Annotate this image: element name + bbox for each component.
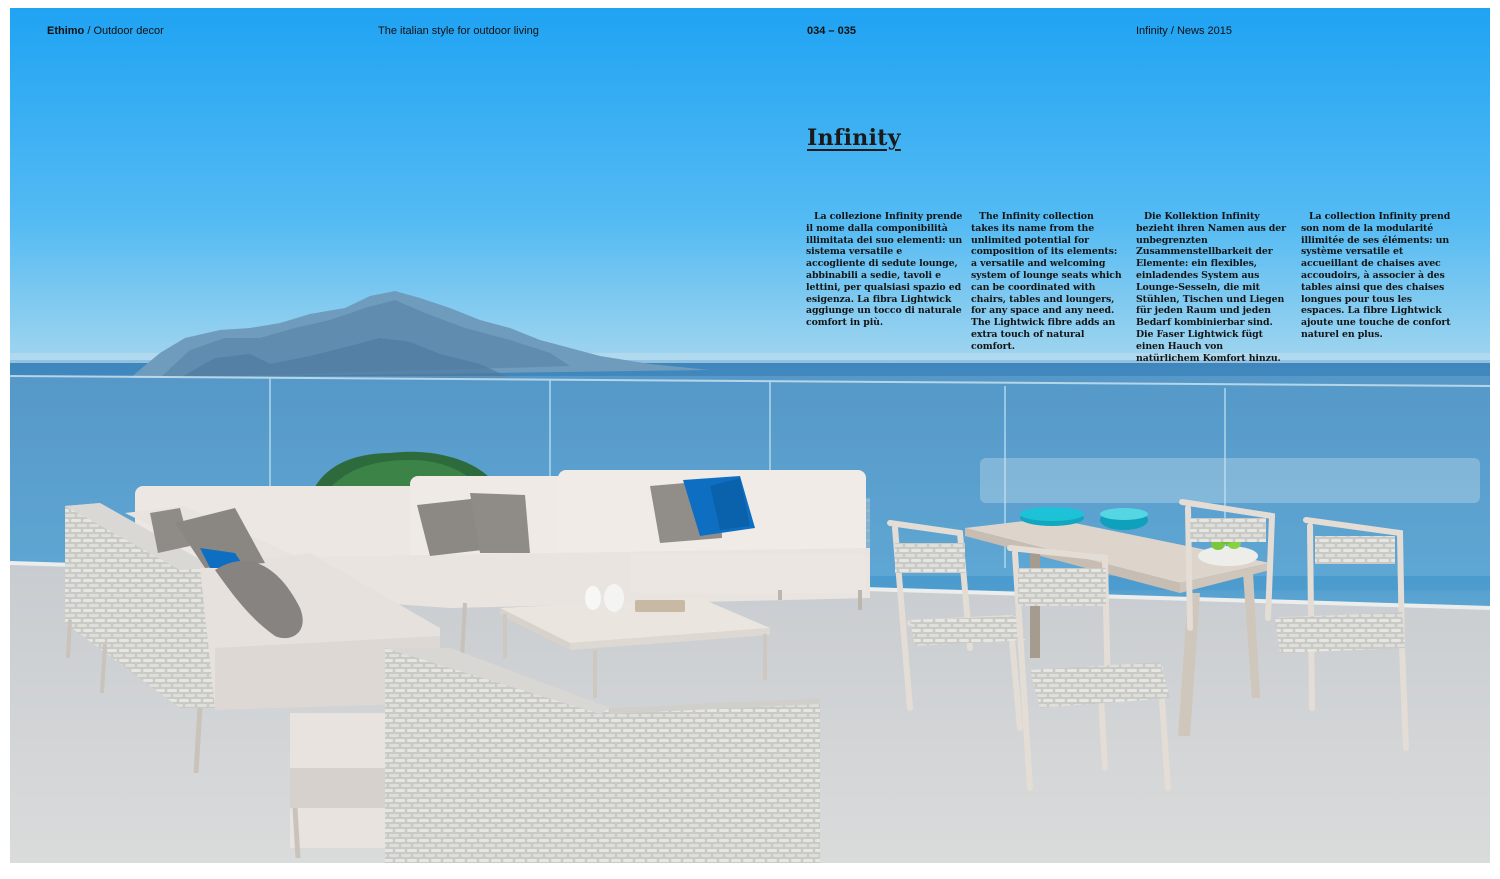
text-column-french <box>1301 211 1453 341</box>
column-text: The Infinity collection takes its name from the unlimited potential for composition of its elements: a versatile and welcoming system of lounge seats which can be coordinated with chairs, tables and loungers, for any space and any need. The Lightwick fibre adds an extra touch of natural comfort. <box>971 211 1122 352</box>
column-text: La collection Infinity prend son nom de la modularité illimitée de ses éléments: un système versatile et accueillant de chaises avec accoudoirs, à associer à des tables ainsi que des chaises longues pour tous les espaces. La fibre Lightwick ajoute une touche de confort naturel en plus. <box>1301 211 1451 340</box>
column-text: La collezione Infinity prende il nome dalla componibilità illimitata dei suo elementi: un sistema versatile e accogliente di sedute lounge, abbinabili a sedie, tavoli e lettini, per qualsiasi spazio ed esigenza. La fibra Lightwick aggiunge un tocco di naturale comfort in più. <box>806 211 963 329</box>
tagline: The italian style for outdoor living <box>378 25 539 37</box>
column-text: Die Kollektion Infinity bezieht ihren Namen aus der unbegrenzten Zusammenstellbarkeit der Elemente: ein flexibles, einladendes System aus Lounge-Sesseln, die mit Stühlen, Tischen und Liegen für jeden Raum und jeden Bedarf kombinierbar sind. Die Faser Lightwick fügt einen Hauch von natürlichem Komfort hinzu. <box>1136 211 1286 364</box>
running-header-left <box>47 25 164 37</box>
pillow-grey <box>470 493 530 553</box>
magazine-spread <box>10 8 1490 863</box>
article-title: Infinity <box>807 125 901 151</box>
text-column-german <box>1136 211 1288 364</box>
issue-label: Infinity / News 2015 <box>1136 25 1232 37</box>
text-column-english <box>971 211 1123 353</box>
brand-name: Ethimo <box>47 25 85 37</box>
text-column-italian <box>806 211 964 329</box>
section-name: / Outdoor decor <box>87 25 164 37</box>
terrace-photo <box>10 8 1490 863</box>
page-numbers: 034 – 035 <box>807 25 856 37</box>
